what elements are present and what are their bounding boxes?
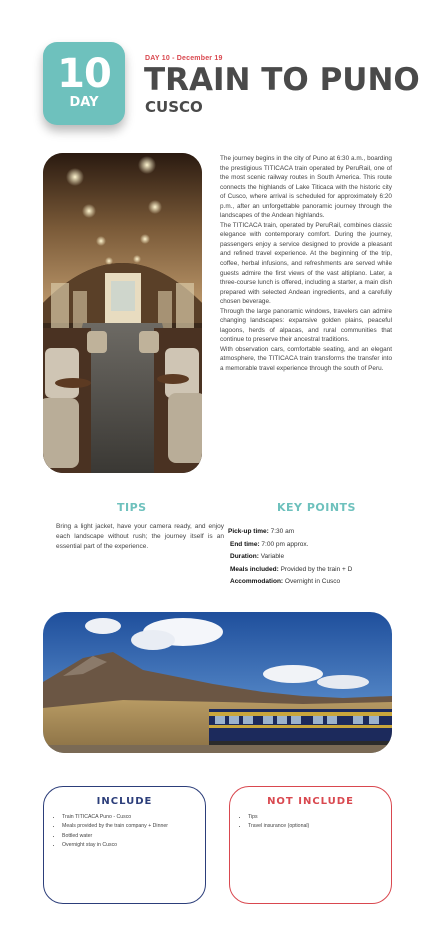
key-point-duration: Duration: Variable — [230, 553, 285, 561]
key-points-list — [228, 526, 408, 589]
include-heading: INCLUDE — [96, 796, 153, 807]
description-paragraph: Through the large panoramic windows, travelers can admire changing landscapes: expansive golden plains, peaceful lagoons, herds of alpacas, and rural communities that continue to preserve their ancestral traditions. — [220, 307, 392, 344]
day-label: DAY — [69, 95, 99, 110]
tips-text: Bring a light jacket, have your camera ready, and enjoy each landscape without rush; the journey itself is an essential part of the experience. — [56, 523, 224, 550]
description-paragraph: The TITICACA train, operated by PeruRail, combines classic elegance with contemporary comfort. During the journey, passengers enjoy a service designed to provide a pleasant and refined travel experience. At the beginning of the trip, coffee, herbal infusions, and refreshments are served while guests admire the first views of the vast altiplano. Later, a three-course lunch is offered, including a starter, a main dish prepared with selected Andean ingredients, and a carefully chosen beverage. — [220, 221, 392, 306]
include-item: • Train TITICACA Puno - Cusco — [62, 813, 205, 822]
not-include-list — [230, 813, 391, 832]
not-include-item: • Tips — [248, 813, 391, 822]
description-text — [220, 154, 392, 374]
include-item: • Bottled water — [62, 832, 205, 841]
key-point-accommodation: Accommodation: Overnight in Cusco — [230, 578, 341, 586]
train-interior-photo — [43, 153, 202, 473]
page-title: TRAIN TO PUNO — [144, 62, 420, 98]
not-include-item: • Travel insurance (optional) — [248, 822, 391, 831]
date-label: DAY 10 - December 19 — [145, 55, 223, 62]
day-number: 10 — [57, 51, 111, 97]
page-subtitle: CUSCO — [145, 98, 203, 116]
landscape-train-photo — [43, 612, 392, 753]
not-include-heading: NOT INCLUDE — [267, 796, 354, 807]
include-box — [43, 786, 206, 904]
include-list — [44, 813, 205, 851]
tips-heading: TIPS — [117, 501, 147, 514]
key-point-meals: Meals included: Provided by the train + D — [230, 565, 353, 573]
description-paragraph: With observation cars, comfortable seating, and an elegant atmosphere, the TITICACA train transforms the transfer into a memorable travel experience through the south of Peru. — [220, 345, 392, 373]
key-points-heading: KEY POINTS — [277, 501, 356, 514]
not-include-box — [229, 786, 392, 904]
key-point-end: End time: 7:00 pm approx. — [230, 540, 309, 548]
day-badge — [43, 42, 125, 125]
include-item: • Meals provided by the train company + Dinner — [62, 822, 205, 831]
include-item: • Overnight stay in Cusco — [62, 841, 205, 850]
key-point-pickup: Pick-up time: 7:30 am — [228, 528, 295, 535]
description-paragraph: The journey begins in the city of Puno at 6:30 a.m., boarding the prestigious TITICACA train operated by PeruRail, one of the most scenic railway routes in South America. This route connects the highlands of Lake Titicaca with the historic city of Cusco, where arrival is scheduled for approximately 6:20 p.m., after an unforgettable panoramic journey through the landscapes of the Andean highlands. — [220, 155, 392, 220]
